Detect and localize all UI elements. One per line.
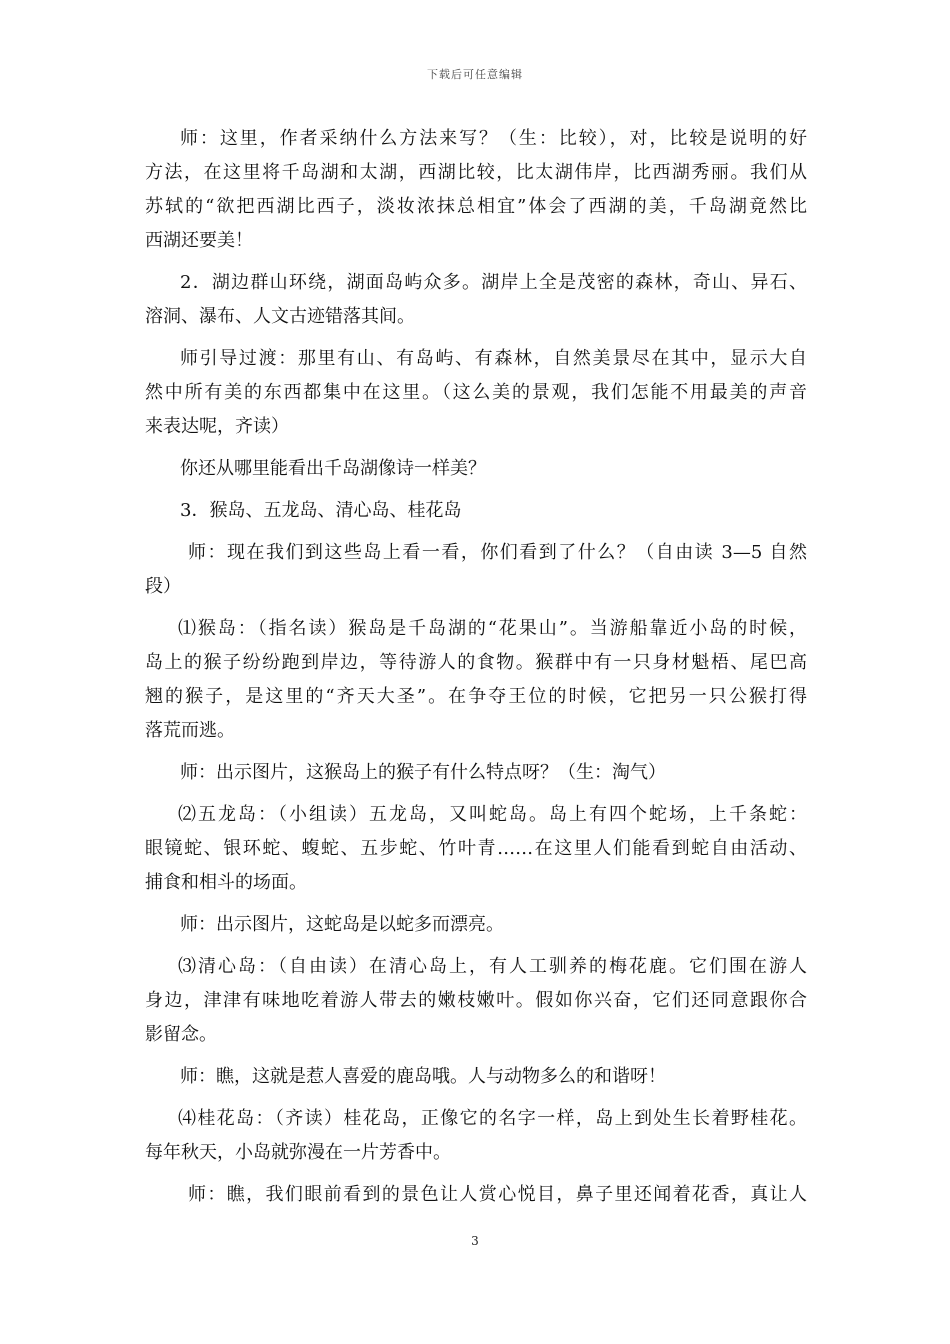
text-line: 师：这里，作者采纳什么方法来写？（生：比较），对，比较是说明的好 [180,128,807,149]
text-line: 每年秋天，小岛就弥漫在一片芳香中。 [145,1142,451,1163]
text-line: 段） [145,576,181,597]
text-line: 方法，在这里将千岛湖和太湖，西湖比较，比太湖伟岸，比西湖秀丽。我们从 [145,162,807,183]
text-line: 西湖还要美！ [145,230,253,251]
text-line: 你还从哪里能看出千岛湖像诗一样美？ [180,458,486,479]
text-line: 师：出示图片，这蛇岛是以蛇多而漂亮。 [180,914,504,935]
text-line: ⑵五龙岛：（小组读）五龙岛，又叫蛇岛。岛上有四个蛇场，上千条蛇： [178,804,807,825]
text-line: 影留念。 [145,1024,217,1045]
text-line: 捕食和相斗的场面。 [145,872,307,893]
text-line: 师：瞧，我们眼前看到的景色让人赏心悦目，鼻子里还闻着花香，真让人 [188,1184,807,1205]
text-line: 然中所有美的东西都集中在这里。（这么美的景观，我们怎能不用最美的声音 [145,382,807,403]
text-line: 师：瞧，这就是惹人喜爱的鹿岛哦。人与动物多么的和谐呀！ [180,1066,666,1087]
text-line: 师：现在我们到这些岛上看一看，你们看到了什么？（自由读 3—5 自然 [188,542,807,563]
text-line: 师引导过渡：那里有山、有岛屿、有森林，自然美景尽在其中，显示大自 [180,348,807,369]
document-body [145,122,807,1212]
text-line: 岛上的猴子纷纷跑到岸边，等待游人的食物。猴群中有一只身材魁梧、尾巴高 [145,652,807,673]
text-line: ⑶清心岛：（自由读）在清心岛上，有人工驯养的梅花鹿。它们围在游人 [178,956,807,977]
text-line: 2．湖边群山环绕，湖面岛屿众多。湖岸上全是茂密的森林，奇山、异石、 [180,272,807,293]
page-number: 3 [471,1234,479,1248]
text-line: 身边，津津有味地吃着游人带去的嫩枝嫩叶。假如你兴奋，它们还同意跟你合 [145,990,807,1011]
text-line: 来表达呢，齐读） [145,416,289,437]
text-line: ⑷桂花岛：（齐读）桂花岛，正像它的名字一样，岛上到处生长着野桂花。 [178,1108,807,1129]
text-line: ⑴猴岛：（指名读）猴岛是千岛湖的“花果山”。当游船靠近小岛的时候， [178,618,807,639]
page-header: 下载后可任意编辑 [427,68,523,81]
text-line: 溶洞、瀑布、人文古迹错落其间。 [145,306,415,327]
text-line: 3．猴岛、五龙岛、清心岛、桂花岛 [180,500,462,521]
text-line: 落荒而逃。 [145,720,235,741]
text-line: 师：出示图片，这猴岛上的猴子有什么特点呀？（生：淘气） [180,762,666,783]
text-line: 翘的猴子，是这里的“齐天大圣”。在争夺王位的时候，它把另一只公猴打得 [145,686,807,707]
text-line: 眼镜蛇、银环蛇、蝮蛇、五步蛇、竹叶青……在这里人们能看到蛇自由活动、 [145,838,807,859]
text-line: 苏轼的“欲把西湖比西子，淡妆浓抹总相宜”体会了西湖的美，千岛湖竟然比 [145,196,807,217]
